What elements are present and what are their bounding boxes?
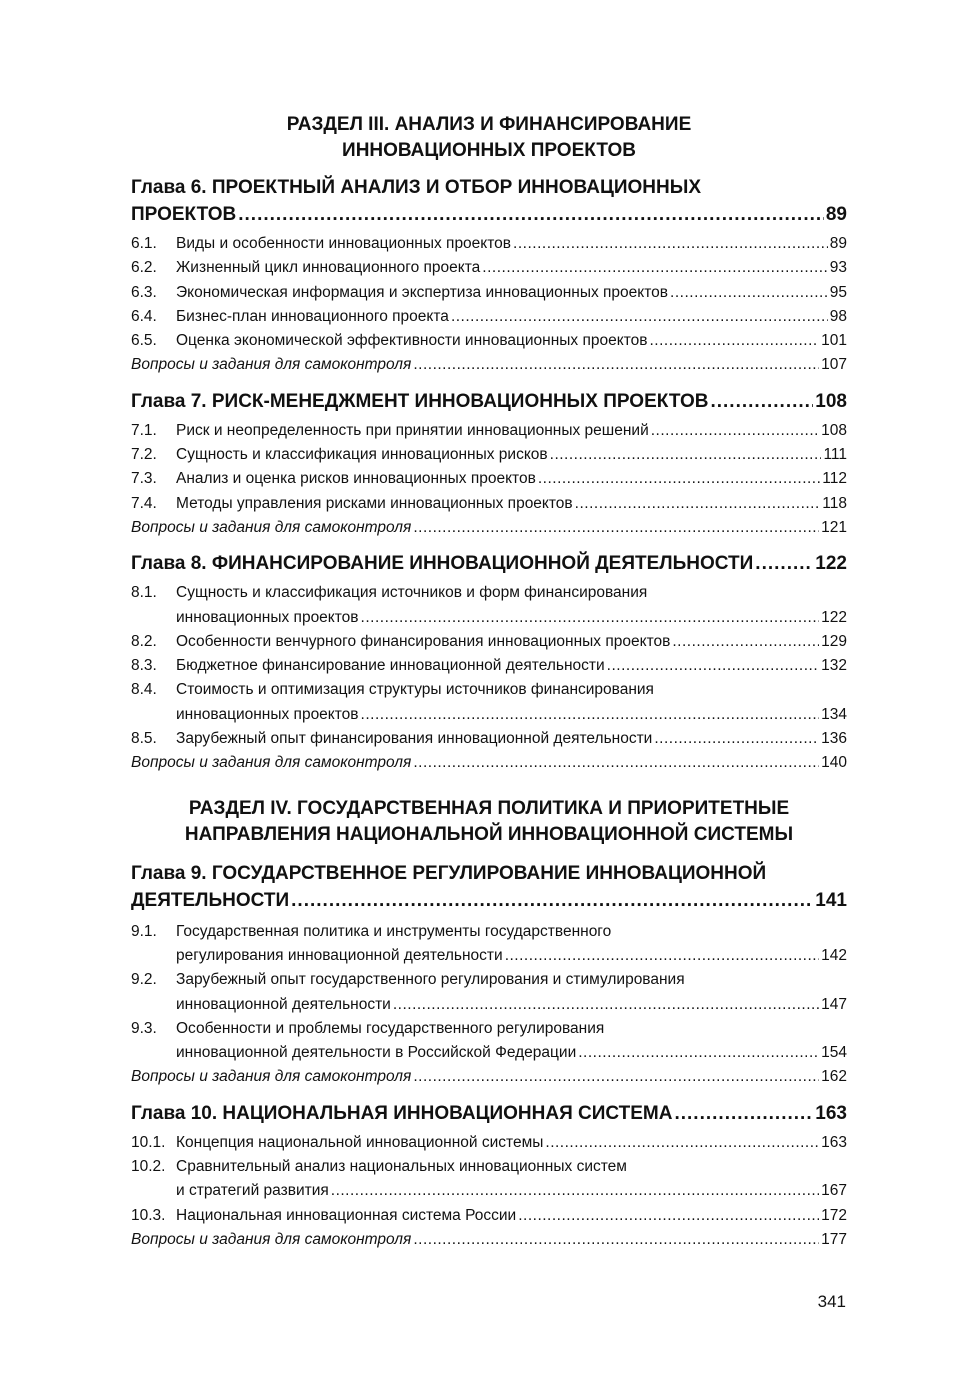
- leader-dots: [505, 944, 819, 968]
- entry-title: Вопросы и задания для самоконтроля: [131, 356, 412, 374]
- entry-number: 9.2.: [131, 971, 157, 989]
- toc-entry[interactable]: [131, 443, 847, 467]
- page-number: 93: [829, 259, 847, 277]
- toc-entry[interactable]: [131, 492, 847, 516]
- chapter-title-line: Глава 9. ГОСУДАРСТВЕННОЕ РЕГУЛИРОВАНИЕ ИННОВАЦИОННОЙ: [131, 862, 767, 884]
- chapter-7: [131, 388, 847, 540]
- entry-number: 6.2.: [131, 259, 157, 277]
- toc-entry-questions[interactable]: [131, 516, 847, 540]
- toc-entry[interactable]: [131, 1204, 847, 1228]
- page-number: 98: [829, 307, 847, 325]
- page-number: 95: [829, 283, 847, 301]
- entry-title-line: инновационной деятельности: [176, 995, 391, 1013]
- chapter-heading[interactable]: [131, 174, 847, 228]
- chapter-title: Глава 8. ФИНАНСИРОВАНИЕ ИННОВАЦИОННОЙ ДЕЯТЕЛЬНОСТИ: [131, 553, 754, 575]
- page-number: 163: [821, 1133, 847, 1151]
- toc-entry[interactable]: [131, 1131, 847, 1155]
- entry-title: Жизненный цикл инновационного проекта: [176, 259, 481, 277]
- entry-title: Особенности венчурного финансирования инновационных проектов: [176, 632, 671, 650]
- leader-dots: [361, 703, 820, 727]
- page-number: 154: [821, 1044, 847, 1062]
- entry-number: 7.4.: [131, 494, 157, 512]
- toc-entry[interactable]: [131, 727, 847, 751]
- leader-dots: [670, 281, 828, 305]
- entry-title: Риск и неопределенность при принятии инновационных решений: [176, 421, 649, 439]
- page-number: 163: [815, 1102, 847, 1124]
- entry-number: 6.4.: [131, 307, 157, 325]
- leader-dots: [654, 727, 819, 751]
- chapter-heading[interactable]: [131, 860, 847, 914]
- entry-title: Анализ и оценка рисков инновационных проектов: [176, 470, 536, 488]
- entry-number: 9.1.: [131, 922, 157, 940]
- toc-entry[interactable]: [131, 419, 847, 443]
- chapter-title: Глава 7. РИСК-МЕНЕДЖМЕНТ ИННОВАЦИОННЫХ ПРОЕКТОВ: [131, 390, 709, 412]
- entry-number: 8.1.: [131, 584, 157, 602]
- table-of-contents: [131, 112, 847, 1252]
- page-number: 122: [815, 553, 847, 575]
- toc-entry[interactable]: [131, 654, 847, 678]
- toc-entry-questions[interactable]: [131, 751, 847, 775]
- entry-title: Методы управления рисками инновационных проектов: [176, 494, 573, 512]
- entry-title-line: Сущность и классификация источников и форм финансирования: [176, 584, 648, 602]
- toc-entry-questions[interactable]: [131, 1065, 847, 1089]
- leader-dots: [393, 993, 819, 1017]
- page-folio: 341: [817, 1292, 846, 1311]
- entry-number: 7.1.: [131, 421, 157, 439]
- toc-entry[interactable]: [131, 232, 847, 256]
- chapter-heading[interactable]: [131, 1100, 847, 1127]
- entry-title: Вопросы и задания для самоконтроля: [131, 1068, 412, 1086]
- page-number: 132: [821, 657, 847, 675]
- leader-dots: [361, 606, 820, 630]
- toc-entry[interactable]: [131, 329, 847, 353]
- toc-entry-questions[interactable]: [131, 353, 847, 377]
- leader-dots: [607, 654, 819, 678]
- page-number: 167: [821, 1182, 847, 1200]
- section-heading: [131, 112, 847, 164]
- chapter-title-line: ДЕЯТЕЛЬНОСТИ: [131, 889, 290, 911]
- entry-number: 7.2.: [131, 446, 157, 464]
- leader-dots: [413, 516, 819, 540]
- page-number: 142: [821, 946, 847, 964]
- entry-number: 6.5.: [131, 332, 157, 350]
- page-number: 101: [821, 332, 847, 350]
- toc-entry[interactable]: [131, 581, 847, 630]
- entry-title: Оценка экономической эффективности инновационных проектов: [176, 332, 648, 350]
- leader-dots: [578, 1041, 819, 1065]
- chapter-8: [131, 550, 847, 775]
- page-number: 89: [829, 235, 847, 252]
- entry-title-line: Стоимость и оптимизация структуры источников финансирования: [176, 681, 654, 699]
- chapter-heading[interactable]: [131, 550, 847, 577]
- toc-entry[interactable]: [131, 281, 847, 305]
- section-heading: [131, 796, 847, 848]
- entry-title: Вопросы и задания для самоконтроля: [131, 754, 412, 772]
- toc-entry[interactable]: [131, 256, 847, 280]
- chapter-heading[interactable]: [131, 388, 847, 415]
- page-number: 172: [821, 1206, 847, 1224]
- toc-entry[interactable]: [131, 630, 847, 654]
- entry-title: Экономическая информация и экспертиза инновационных проектов: [176, 283, 669, 301]
- page-number: 136: [821, 730, 847, 748]
- page-number: 147: [821, 995, 847, 1013]
- page-number: 162: [821, 1068, 847, 1086]
- leader-dots: [238, 201, 824, 228]
- page-number: 108: [821, 421, 847, 439]
- chapter-9: [131, 860, 847, 1090]
- section-heading-line: РАЗДЕЛ III. АНАЛИЗ И ФИНАНСИРОВАНИЕ: [286, 114, 692, 135]
- leader-dots: [575, 492, 821, 516]
- toc-entry[interactable]: [131, 305, 847, 329]
- entry-title: Зарубежный опыт финансирования инновационной деятельности: [176, 730, 653, 748]
- entry-title-line: Зарубежный опыт государственного регулирования и стимулирования: [176, 971, 685, 989]
- leader-dots: [672, 630, 819, 654]
- page-number: 108: [815, 390, 847, 412]
- leader-dots: [651, 419, 819, 443]
- entry-number: 9.3.: [131, 1019, 157, 1037]
- chapter-title-line: ПРОЕКТОВ: [131, 204, 237, 225]
- section-heading-line: ИННОВАЦИОННЫХ ПРОЕКТОВ: [342, 140, 636, 161]
- toc-entry[interactable]: [131, 678, 847, 727]
- toc-entry-questions[interactable]: [131, 1228, 847, 1252]
- entry-title: Бизнес-план инновационного проекта: [176, 307, 449, 325]
- leader-dots: [550, 443, 822, 467]
- entry-title-line: инновационных проектов: [176, 608, 359, 626]
- leader-dots: [518, 1204, 819, 1228]
- entry-number: 8.5.: [131, 730, 157, 748]
- page-number: 177: [821, 1230, 847, 1248]
- page-number: 141: [815, 889, 847, 911]
- entry-title-line: и стратегий развития: [176, 1182, 329, 1200]
- leader-dots: [413, 1228, 819, 1252]
- toc-entry[interactable]: [131, 968, 847, 1017]
- chapter-10: [131, 1100, 847, 1252]
- entry-title-line: Государственная политика и инструменты государственного: [176, 922, 612, 940]
- leader-dots: [413, 353, 819, 377]
- entry-number: 8.2.: [131, 632, 157, 650]
- toc-entry[interactable]: [131, 1017, 847, 1066]
- page-number: 89: [825, 204, 847, 225]
- entry-title: Концепция национальной инновационной системы: [176, 1133, 544, 1151]
- page-number: 140: [821, 754, 847, 772]
- toc-entry[interactable]: [131, 1155, 847, 1204]
- entry-number: 10.2.: [131, 1158, 166, 1176]
- entry-title: Вопросы и задания для самоконтроля: [131, 518, 412, 536]
- entry-number: 7.3.: [131, 470, 157, 488]
- entry-title-line: инновационной деятельности в Российской Федерации: [176, 1044, 577, 1062]
- toc-entry[interactable]: [131, 920, 847, 969]
- leader-dots: [755, 550, 813, 577]
- leader-dots: [649, 329, 819, 353]
- toc-entry[interactable]: [131, 467, 847, 491]
- entry-number: 6.3.: [131, 283, 157, 301]
- entry-title-line: инновационных проектов: [176, 705, 359, 723]
- entry-title: Вопросы и задания для самоконтроля: [131, 1230, 412, 1248]
- entry-number: 6.1.: [131, 235, 157, 252]
- entry-title: Сущность и классификация инновационных рисков: [176, 446, 548, 464]
- leader-dots: [545, 1131, 819, 1155]
- page-number: 134: [821, 705, 847, 723]
- leader-dots: [413, 751, 819, 775]
- entry-number: 10.3.: [131, 1206, 166, 1224]
- chapter-6: [131, 174, 847, 378]
- page-number: 121: [821, 518, 847, 536]
- leader-dots: [710, 388, 813, 415]
- section-heading-line: РАЗДЕЛ IV. ГОСУДАРСТВЕННАЯ ПОЛИТИКА И ПРИОРИТЕТНЫЕ: [188, 797, 790, 819]
- leader-dots: [331, 1179, 819, 1203]
- page-number: 112: [822, 470, 847, 488]
- leader-dots: [451, 305, 828, 329]
- chapter-title: Глава 10. НАЦИОНАЛЬНАЯ ИННОВАЦИОННАЯ СИСТЕМА: [131, 1102, 673, 1124]
- page-number: 107: [821, 356, 847, 374]
- page-number: 111: [823, 446, 847, 464]
- leader-dots: [291, 887, 813, 914]
- chapter-title-line: Глава 6. ПРОЕКТНЫЙ АНАЛИЗ И ОТБОР ИННОВАЦИОННЫХ: [131, 177, 701, 198]
- entry-title-line: Сравнительный анализ национальных инновационных систем: [176, 1158, 627, 1176]
- entry-title: Национальная инновационная система России: [176, 1206, 517, 1224]
- entry-title: Виды и особенности инновационных проектов: [176, 235, 512, 252]
- leader-dots: [413, 1065, 819, 1089]
- section-heading-line: НАПРАВЛЕНИЯ НАЦИОНАЛЬНОЙ ИННОВАЦИОННОЙ СИСТЕМЫ: [184, 823, 794, 845]
- entry-title: Бюджетное финансирование инновационной деятельности: [176, 657, 605, 675]
- leader-dots: [674, 1100, 813, 1127]
- entry-number: 8.3.: [131, 657, 157, 675]
- entry-title-line: регулирования инновационной деятельности: [176, 946, 503, 964]
- page-number: 118: [822, 494, 847, 512]
- page-number: 129: [821, 632, 847, 650]
- entry-title-line: Особенности и проблемы государственного регулирования: [176, 1019, 605, 1037]
- page-number: 122: [821, 608, 847, 626]
- leader-dots: [538, 467, 820, 491]
- leader-dots: [513, 232, 828, 256]
- leader-dots: [482, 256, 827, 280]
- entry-number: 10.1.: [131, 1133, 166, 1151]
- entry-number: 8.4.: [131, 681, 157, 699]
